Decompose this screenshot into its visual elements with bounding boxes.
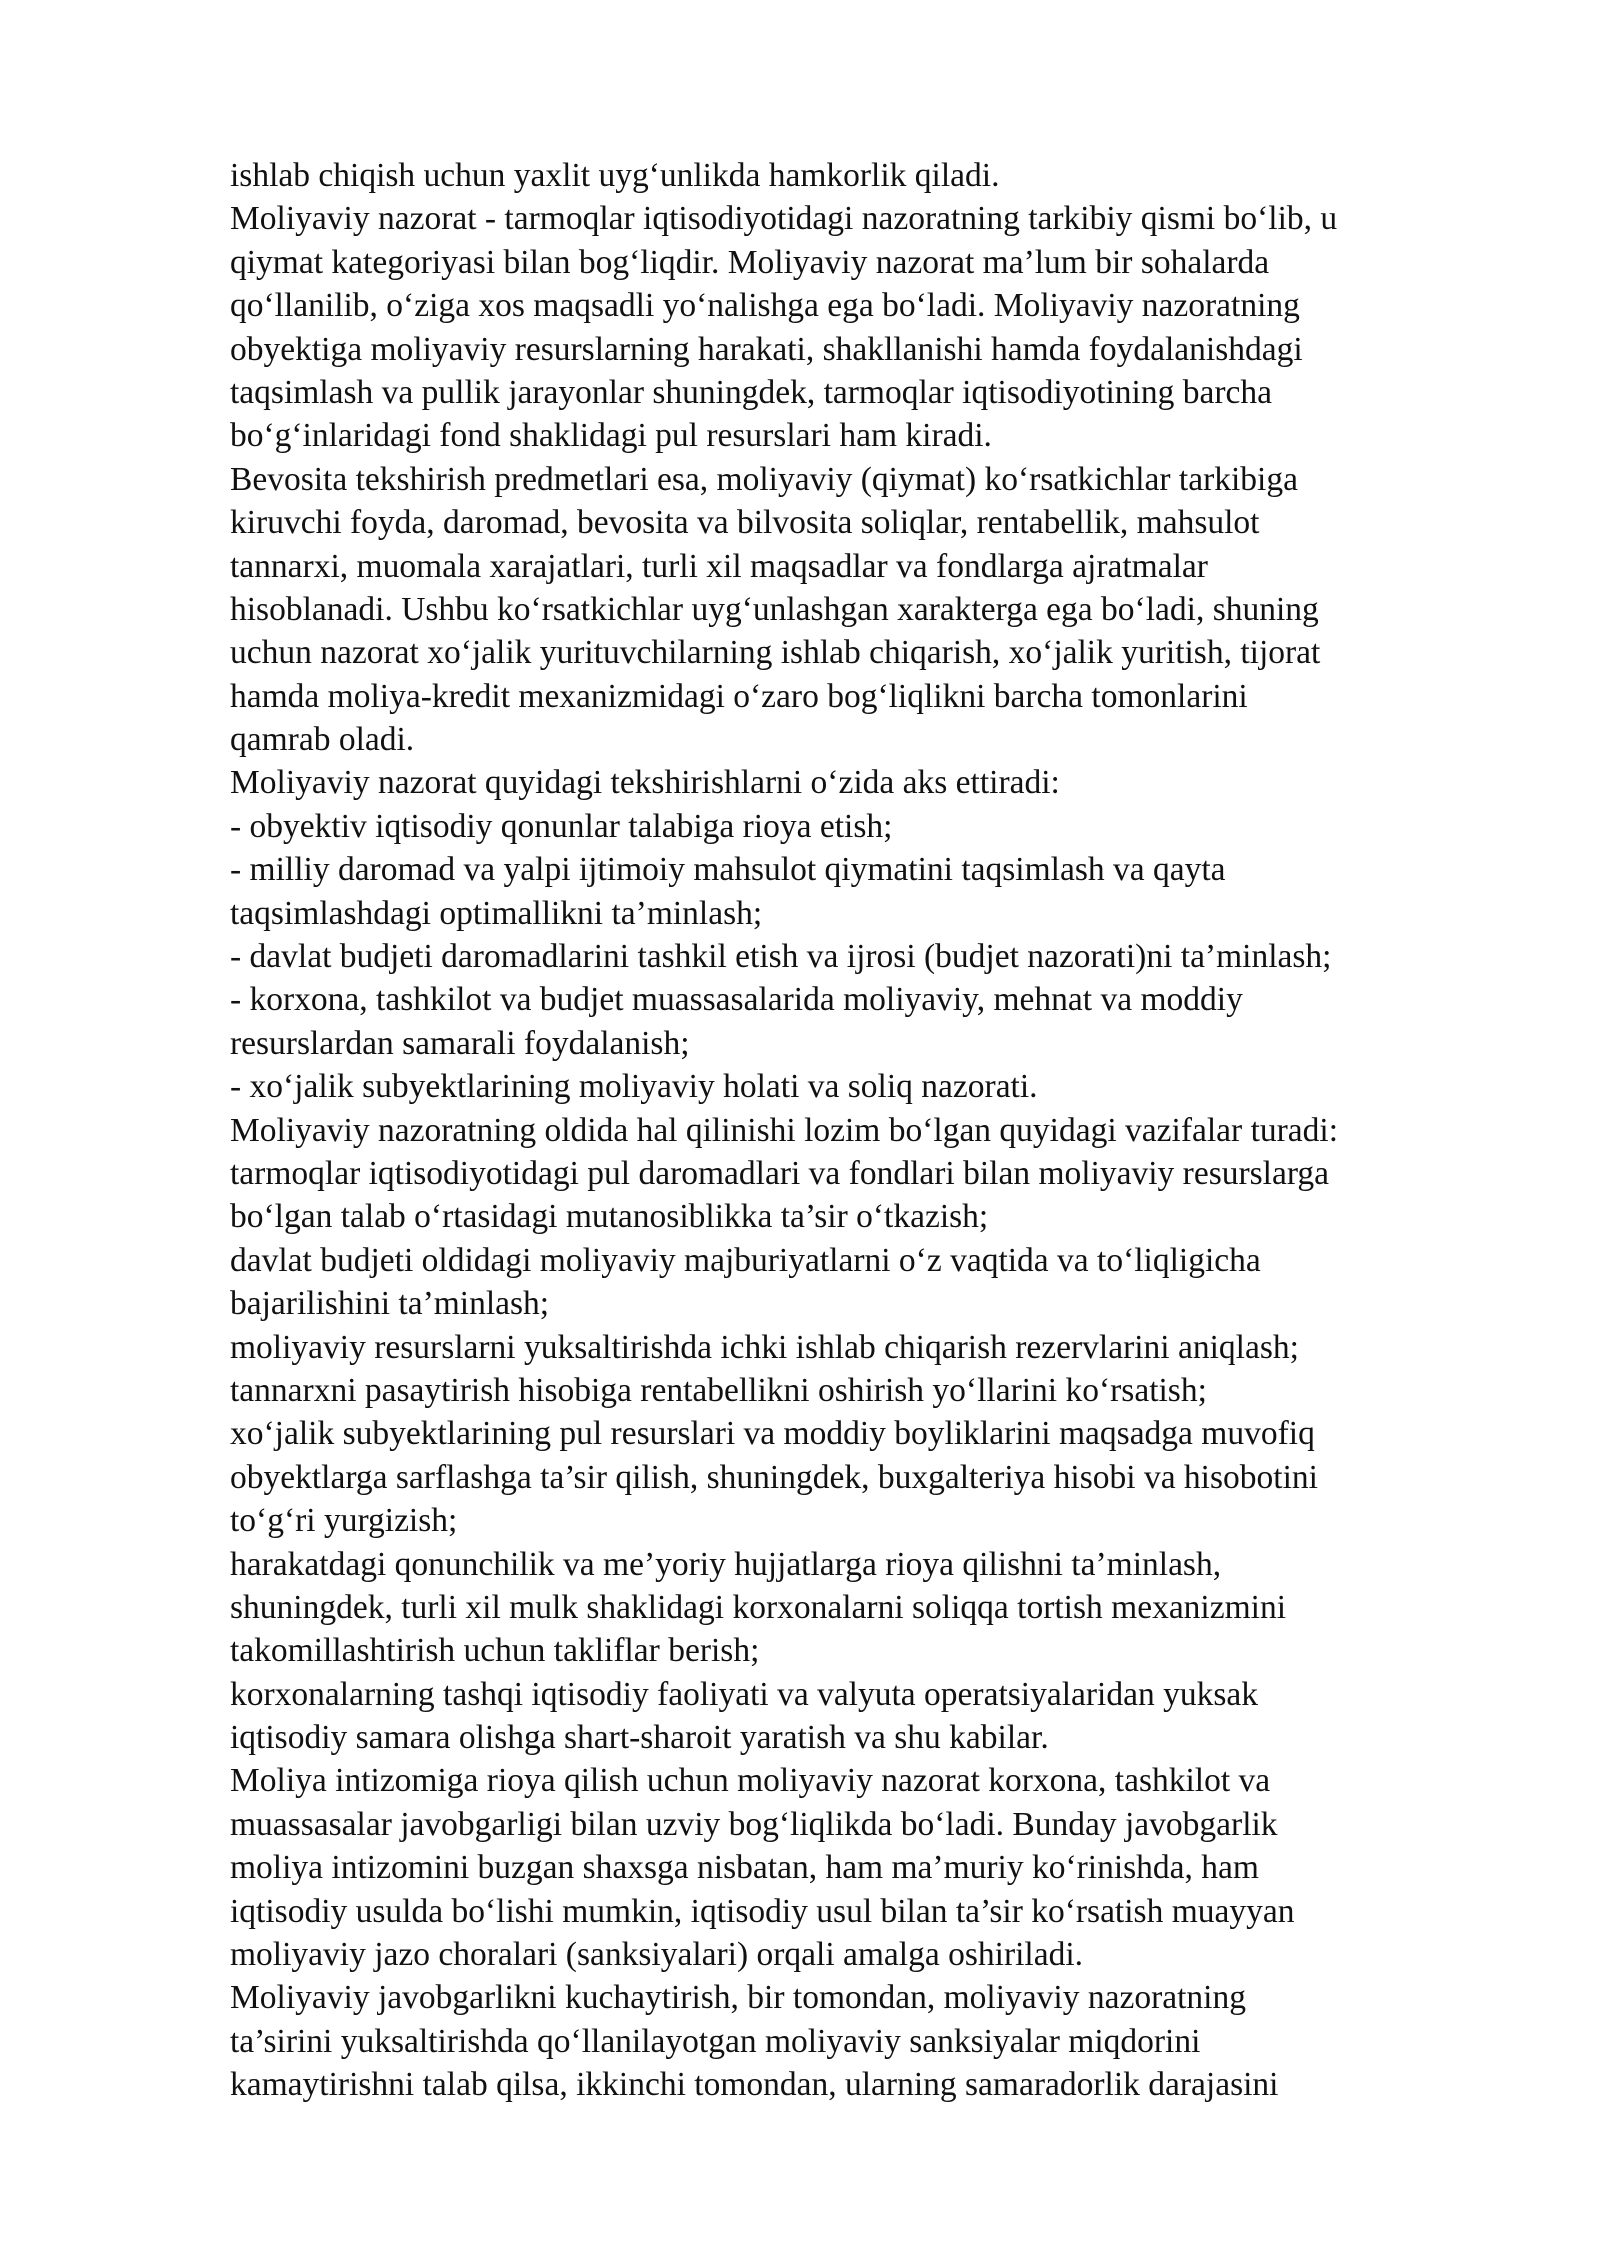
text-line: kiruvchi foyda, daromad, bevosita va bilvosita soliqlar, rentabellik, mahsulot (230, 504, 1260, 542)
text-line: Moliyaviy nazoratning oldida hal qilinishi lozim bo‘lgan quyidagi vazifalar turadi: (230, 1111, 1339, 1149)
text-line: - obyektiv iqtisodiy qonunlar talabiga rioya etish; (230, 807, 893, 845)
text-line: bo‘g‘inlaridagi fond shaklidagi pul resurslari ham kiradi. (230, 417, 992, 455)
text-line: iqtisodiy samara olishga shart-sharoit yaratish va shu kabilar. (230, 1719, 1049, 1757)
text-line: korxonalarning tashqi iqtisodiy faoliyati va valyuta operatsiyalaridan yuksak (230, 1675, 1258, 1713)
text-line: qamrab oladi. (230, 721, 415, 759)
text-line: tannarxni pasaytirish hisobiga rentabellikni oshirish yo‘llarini ko‘rsatish; (230, 1371, 1207, 1409)
text-line: shuningdek, turli xil mulk shaklidagi korxonalarni soliqqa tortish mexanizmini (230, 1588, 1287, 1626)
text-line: harakatdagi qonunchilik va me’yoriy hujjatlarga rioya qilishni ta’minlash, (230, 1545, 1222, 1583)
text-line: moliyaviy jazo choralari (sanksiyalari) orqali amalga oshiriladi. (230, 1936, 1084, 1974)
text-line: - davlat budjeti daromadlarini tashkil etish va ijrosi (budjet nazorati)ni ta’minlash; (230, 938, 1332, 976)
text-line: iqtisodiy usulda bo‘lishi mumkin, iqtisodiy usul bilan ta’sir ko‘rsatish muayyan (230, 1892, 1295, 1930)
text-line: to‘g‘ri yurgizish; (230, 1502, 458, 1540)
text-line: tarmoqlar iqtisodiyotidagi pul daromadlari va fondlari bilan moliyaviy resurslarga (230, 1154, 1330, 1192)
text-line: hisoblanadi. Ushbu ko‘rsatkichlar uyg‘unlashgan xarakterga ega bo‘ladi, shuning (230, 590, 1319, 628)
text-line: qo‘llanilib, o‘ziga xos maqsadli yo‘nalishga ega bo‘ladi. Moliyaviy nazoratning (230, 287, 1300, 325)
text-line: obyektlarga sarflashga ta’sir qilish, shuningdek, buxgalteriya hisobi va hisobotini (230, 1458, 1318, 1496)
text-line: ishlab chiqish uchun yaxlit uyg‘unlikda hamkorlik qiladi. (230, 157, 1000, 194)
body-text (230, 154, 1530, 2107)
text-line: takomillashtirish uchun takliflar berish; (230, 1632, 760, 1670)
text-line: obyektiga moliyaviy resurslarning harakati, shakllanishi hamda foydalanishdagi (230, 330, 1303, 368)
text-line: taqsimlash va pullik jarayonlar shuningdek, tarmoqlar iqtisodiyotining barcha (230, 373, 1273, 411)
text-line: Moliyaviy nazorat quyidagi tekshirishlarni o‘zida aks ettiradi: (230, 764, 1060, 802)
text-line: bo‘lgan talab o‘rtasidagi mutanosiblikka ta’sir o‘tkazish; (230, 1198, 989, 1236)
text-line: xo‘jalik subyektlarining pul resurslari va moddiy boyliklarini maqsadga muvofiq (230, 1415, 1315, 1453)
text-line: taqsimlashdagi optimallikni ta’minlash; (230, 894, 763, 932)
text-line: moliyaviy resurslarni yuksaltirishda ichki ishlab chiqarish rezervlarini aniqlash; (230, 1328, 1299, 1366)
text-line: tannarxi, muomala xarajatlari, turli xil maqsadlar va fondlarga ajratmalar (230, 547, 1208, 585)
text-line: - xo‘jalik subyektlarining moliyaviy holati va soliq nazorati. (230, 1068, 1038, 1106)
text-line: moliya intizomini buzgan shaxsga nisbatan, ham ma’muriy ko‘rinishda, ham (230, 1849, 1259, 1887)
text-line: - milliy daromad va yalpi ijtimoiy mahsulot qiymatini taqsimlash va qayta (230, 851, 1226, 889)
text-line: muassasalar javobgarligi bilan uzviy bog‘liqlikda bo‘ladi. Bunday javobgarlik (230, 1805, 1278, 1843)
text-line: hamda moliya-kredit mexanizmidagi o‘zaro bog‘liqlikni barcha tomonlarini (230, 677, 1248, 715)
text-line: Moliyaviy javobgarlikni kuchaytirish, bir tomondan, moliyaviy nazoratning (230, 1979, 1246, 2017)
text-line: kamaytirishni talab qilsa, ikkinchi tomondan, ularning samaradorlik darajasini (230, 2066, 1279, 2104)
text-line: Moliyaviy nazorat - tarmoqlar iqtisodiyotidagi nazoratning tarkibiy qismi bo‘lib, u (230, 200, 1338, 238)
text-line: bajarilishini ta’minlash; (230, 1285, 550, 1323)
text-line: davlat budjeti oldidagi moliyaviy majburiyatlarni o‘z vaqtida va to‘liqligicha (230, 1241, 1261, 1279)
text-line: resurslardan samarali foydalanish; (230, 1024, 690, 1062)
text-line: ta’sirini yuksaltirishda qo‘llanilayotgan moliyaviy sanksiyalar miqdorini (230, 2022, 1201, 2060)
text-line: Bevosita tekshirish predmetlari esa, moliyaviy (qiymat) ko‘rsatkichlar tarkibiga (230, 460, 1298, 498)
text-line: Moliya intizomiga rioya qilish uchun moliyaviy nazorat korxona, tashkilot va (230, 1762, 1271, 1800)
text-line: - korxona, tashkilot va budjet muassasalarida moliyaviy, mehnat va moddiy (230, 981, 1243, 1019)
text-line: qiymat kategoriyasi bilan bog‘liqdir. Moliyaviy nazorat ma’lum bir sohalarda (230, 243, 1270, 281)
text-line: uchun nazorat xo‘jalik yurituvchilarning ishlab chiqarish, xo‘jalik yuritish, tijorat (230, 634, 1321, 672)
